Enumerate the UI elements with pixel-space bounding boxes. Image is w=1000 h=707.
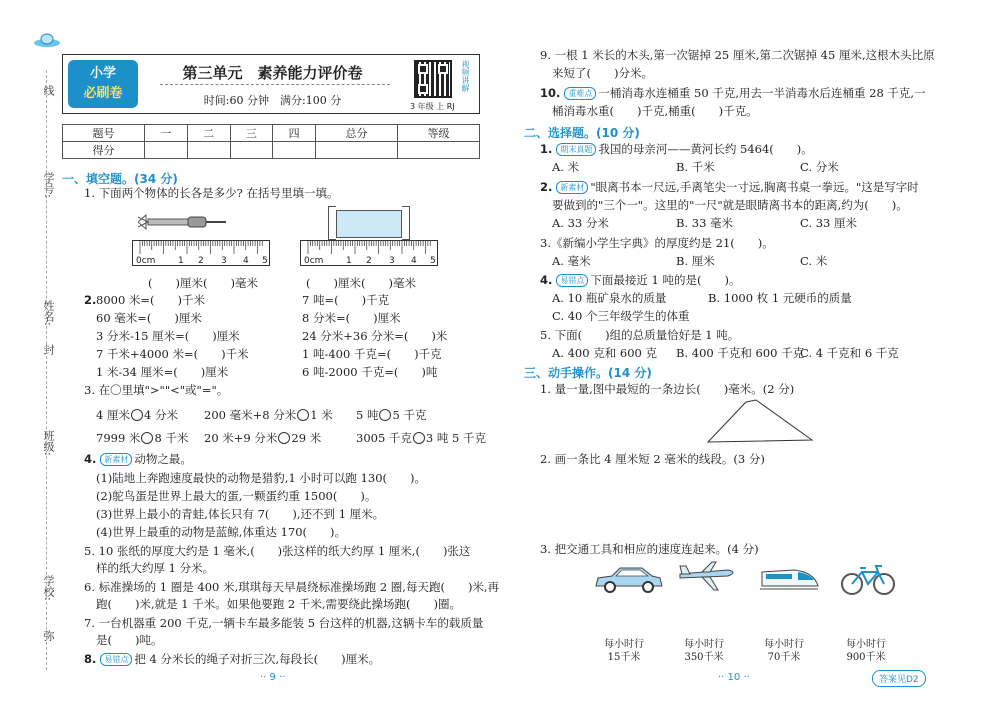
q9-text: 9. 一根 1 米长的木头,第一次锯掉 25 厘米,第二次锯掉 45 厘米,这根木头比原 — [540, 48, 935, 62]
c1-option[interactable]: C. 分米 — [800, 160, 839, 174]
score-cell[interactable] — [144, 142, 187, 159]
q2-item[interactable]: 7 千米+4000 米=( )千米 — [96, 347, 249, 361]
score-header: 四 — [273, 125, 316, 142]
score-row — [63, 142, 480, 159]
q1-answer-left[interactable]: ( )厘米( )毫米 — [148, 276, 258, 290]
brand-line1: 小学 — [89, 66, 116, 81]
q2-item[interactable]: 8 分米=( )厘米 — [302, 311, 401, 325]
q3-text: 3. 在〇里填">""<"或"="。 — [84, 383, 229, 397]
c1-text: 1. 期末真题 我国的母亲河——黄河长约 5464( )。 — [540, 142, 813, 156]
box-edge — [328, 206, 336, 240]
q1-text: 1. 下面两个物体的长各是多少? 在括号里填一填。 — [84, 186, 339, 200]
ruler-tick-label: 3 — [221, 256, 227, 266]
ruler-tick-label: 2 — [366, 256, 372, 266]
ruler-tick-label: 1 — [346, 256, 352, 266]
q3-compare[interactable]: 5 吨 5 千克 — [356, 408, 427, 422]
q3-compare[interactable]: 4 厘米 4 分米 — [96, 408, 178, 422]
q4-item[interactable]: (3)世界上最小的青蛙,体长只有 7( ),还不到 1 厘米。 — [96, 507, 385, 521]
margin-xingming: 姓名: — [42, 300, 55, 326]
box-object — [336, 210, 402, 238]
score-cell[interactable] — [398, 142, 480, 159]
tag-badge: 重难点 — [564, 87, 596, 100]
c2-option[interactable]: A. 33 分米 — [552, 216, 609, 230]
q3-compare[interactable]: 3005 千克 3 吨 5 千克 — [356, 431, 487, 445]
ruler-tick-label: 5 — [430, 256, 436, 266]
section3-title: 三、动手操作。(14 分) — [524, 366, 652, 380]
compare-circle[interactable] — [413, 432, 425, 444]
c3-text: 3.《新编小学生字典》的厚度约是 21( )。 — [540, 236, 774, 250]
q2-item[interactable]: 60 毫米=( )厘米 — [96, 311, 202, 325]
q4-item[interactable]: (4)世界上最重的动物是蓝鲸,体重达 170( )。 — [96, 525, 347, 539]
q6-text[interactable]: 6. 标准操场的 1 圈是 400 米,琪琪每天早晨绕标准操场跑 2 圈,每天跑( )米,再 — [84, 580, 500, 594]
video-label: 视频讲解 — [461, 60, 470, 92]
compare-circle[interactable] — [379, 409, 391, 421]
score-cell[interactable] — [316, 142, 398, 159]
q3-compare[interactable]: 200 毫米+8 分米 1 米 — [204, 408, 333, 422]
h3-text: 3. 把交通工具和相应的速度连起来。(4 分) — [540, 542, 759, 556]
margin-xuehao: 学号: — [42, 172, 55, 198]
ruler-tick-label: 0cm — [136, 256, 156, 266]
c4-option[interactable]: A. 10 瓶矿泉水的质量 — [552, 291, 667, 305]
q2-item[interactable]: 6 吨-2000 千克=( )吨 — [302, 365, 438, 379]
qr-code[interactable] — [414, 60, 452, 98]
car-icon[interactable] — [592, 562, 664, 594]
q7-text[interactable]: 是( )吨。 — [96, 633, 163, 647]
q3-compare[interactable]: 20 米+9 分米 29 米 — [204, 431, 322, 445]
c5-option[interactable]: A. 400 克和 600 克 — [552, 346, 657, 360]
page-number-left: ·· 9 ·· — [260, 672, 286, 683]
q2-item[interactable]: 3 分米-15 厘米=( )厘米 — [96, 329, 240, 343]
ruler-tick-label: 0cm — [304, 256, 324, 266]
compare-circle[interactable] — [141, 432, 153, 444]
compare-circle[interactable] — [278, 432, 290, 444]
section1-title: 一、填空题。(34 分) — [62, 172, 178, 186]
page-number-right: ·· 10 ·· — [718, 672, 750, 683]
title-divider — [160, 84, 390, 85]
q9-text[interactable]: 来短了( )分米。 — [552, 66, 653, 80]
c5-option[interactable]: C. 4 千克和 6 千克 — [800, 346, 899, 360]
dart-object — [138, 212, 228, 232]
quadrilateral-figure — [700, 396, 820, 446]
c4-text: 4. 易错点 下面最接近 1 吨的是( )。 — [540, 273, 741, 287]
q5-text[interactable]: 5. 10 张纸的厚度大约是 1 毫米,( )张这样的纸大约厚 1 厘米,( )张这 — [84, 544, 471, 558]
train-icon[interactable] — [758, 562, 820, 592]
ufo-icon — [32, 30, 62, 50]
score-header-row — [63, 125, 480, 142]
speed-label[interactable]: 每小时行 350千米 — [684, 639, 724, 663]
score-header: 总分 — [316, 125, 398, 142]
ruler-tick-label: 1 — [178, 256, 184, 266]
q2-item[interactable]: 1 米-34 厘米=( )厘米 — [96, 365, 229, 379]
c4-option[interactable]: C. 40 个三年级学生的体重 — [552, 309, 690, 323]
compare-circle[interactable] — [131, 409, 143, 421]
q1-answer-right[interactable]: ( )厘米( )毫米 — [306, 276, 416, 290]
q5-text: 样的纸大约厚 1 分米。 — [96, 561, 215, 575]
ruler-tick-label: 4 — [243, 256, 249, 266]
ruler-right-labels — [300, 256, 438, 266]
time-info: 时间:60 分钟 满分:100 分 — [203, 94, 342, 107]
ruler-tick-label: 3 — [389, 256, 395, 266]
c3-option[interactable]: B. 厘米 — [676, 254, 715, 268]
tag-badge: 期末真题 — [556, 143, 596, 156]
tag-badge: 易错点 — [100, 653, 132, 666]
score-header: 等级 — [398, 125, 480, 142]
q4-item[interactable]: (1)陆地上奔跑速度最快的动物是猎豹,1 小时可以跑 130( )。 — [96, 471, 426, 485]
margin-mi: 弥 — [42, 630, 55, 641]
q4-item[interactable]: (2)鸵鸟蛋是世界上最大的蛋,一颗蛋约重 1500( )。 — [96, 489, 377, 503]
margin-xuexiao: 学校: — [42, 575, 55, 601]
tag-badge: 新素材 — [100, 453, 132, 466]
margin-xian: 线 — [42, 85, 55, 96]
page-title: 第三单元 素养能力评价卷 — [182, 64, 363, 82]
score-header: 一 — [144, 125, 187, 142]
c3-option[interactable]: A. 毫米 — [552, 254, 591, 268]
q8-text[interactable]: 8. 易错点 把 4 分米长的绳子对折三次,每段长( )厘米。 — [84, 652, 381, 666]
bicycle-icon[interactable] — [840, 562, 896, 596]
c3-option[interactable]: C. 米 — [800, 254, 828, 268]
binding-line — [46, 70, 47, 670]
c2-option[interactable]: C. 33 厘米 — [800, 216, 857, 230]
answer-badge: 答案见D2 — [872, 670, 926, 687]
speed-label[interactable]: 每小时行 900千米 — [846, 639, 886, 663]
ruler-tick-label: 4 — [411, 256, 417, 266]
score-cell[interactable] — [230, 142, 273, 159]
q2-item[interactable]: 8000 米=( )千米 — [96, 293, 206, 307]
q6-text[interactable]: 跑( )米,就是 1 千米。如果他要跑 2 千米,需要绕此操场跑( )圈。 — [96, 597, 462, 611]
q4-text: 4. 新素材 动物之最。 — [84, 452, 192, 466]
ruler-left-labels — [132, 256, 270, 266]
h1-text[interactable]: 1. 量一量,图中最短的一条边长( )毫米。(2 分) — [540, 382, 795, 396]
q2-number: 2. — [84, 293, 97, 307]
box-edge — [402, 206, 410, 240]
speed-label[interactable]: 每小时行 15千米 — [604, 639, 644, 663]
score-header: 三 — [230, 125, 273, 142]
tag-badge: 新素材 — [556, 181, 588, 194]
score-row-label: 得分 — [63, 142, 145, 159]
q2-item[interactable]: 7 吨=( )千克 — [302, 293, 390, 307]
q3-compare[interactable]: 7999 米 8 千米 — [96, 431, 189, 445]
margin-banji: 班级: — [42, 430, 55, 456]
c1-option[interactable]: B. 千米 — [676, 160, 715, 174]
c2-text: 要做到的"三个一"。这里的"一尺"就是眼睛离书本的距离,约为( )。 — [552, 198, 908, 212]
grade-label: 3 年级 上 RJ — [410, 102, 455, 111]
h2-text: 2. 画一条比 4 厘米短 2 毫米的线段。(3 分) — [540, 452, 765, 466]
q2-item[interactable]: 24 分米+36 分米=( )米 — [302, 329, 448, 343]
c2-text: 2. 新素材 "眼离书本一尺远,手离笔尖一寸远,胸离书桌一拳远。"这是写字时 — [540, 180, 919, 194]
brand-line2: 必刷卷 — [83, 86, 123, 101]
score-header: 二 — [187, 125, 230, 142]
c2-option[interactable]: B. 33 毫米 — [676, 216, 734, 230]
section2-title: 二、选择题。(10 分) — [524, 126, 640, 140]
score-cell[interactable] — [273, 142, 316, 159]
q10-text[interactable]: 桶消毒水重( )千克,桶重( )千克。 — [552, 104, 758, 118]
c1-option[interactable]: A. 米 — [552, 160, 580, 174]
ruler-tick-label: 5 — [262, 256, 268, 266]
tag-badge: 易错点 — [556, 274, 588, 287]
score-table — [62, 124, 480, 159]
speed-label[interactable]: 每小时行 70千米 — [764, 639, 804, 663]
q10-text: 10. 重难点 一桶消毒水连桶重 50 千克,用去一半消毒水后连桶重 28 千克,一 — [540, 86, 926, 100]
score-header: 题号 — [63, 125, 145, 142]
score-cell[interactable] — [187, 142, 230, 159]
compare-circle[interactable] — [297, 409, 309, 421]
c5-option[interactable]: B. 400 千克和 600 千克 — [676, 346, 805, 360]
margin-feng: 封 — [42, 344, 55, 355]
c4-option[interactable]: B. 1000 枚 1 元硬币的质量 — [708, 291, 852, 305]
c5-text: 5. 下面( )组的总质量恰好是 1 吨。 — [540, 328, 740, 342]
q2-item[interactable]: 1 吨-400 千克=( )千克 — [302, 347, 442, 361]
q7-text: 7. 一台机器重 200 千克,一辆卡车最多能装 5 台这样的机器,这辆卡车的载质量 — [84, 616, 484, 630]
airplane-icon[interactable] — [678, 560, 740, 592]
brand-badge — [68, 60, 138, 108]
ruler-tick-label: 2 — [198, 256, 204, 266]
